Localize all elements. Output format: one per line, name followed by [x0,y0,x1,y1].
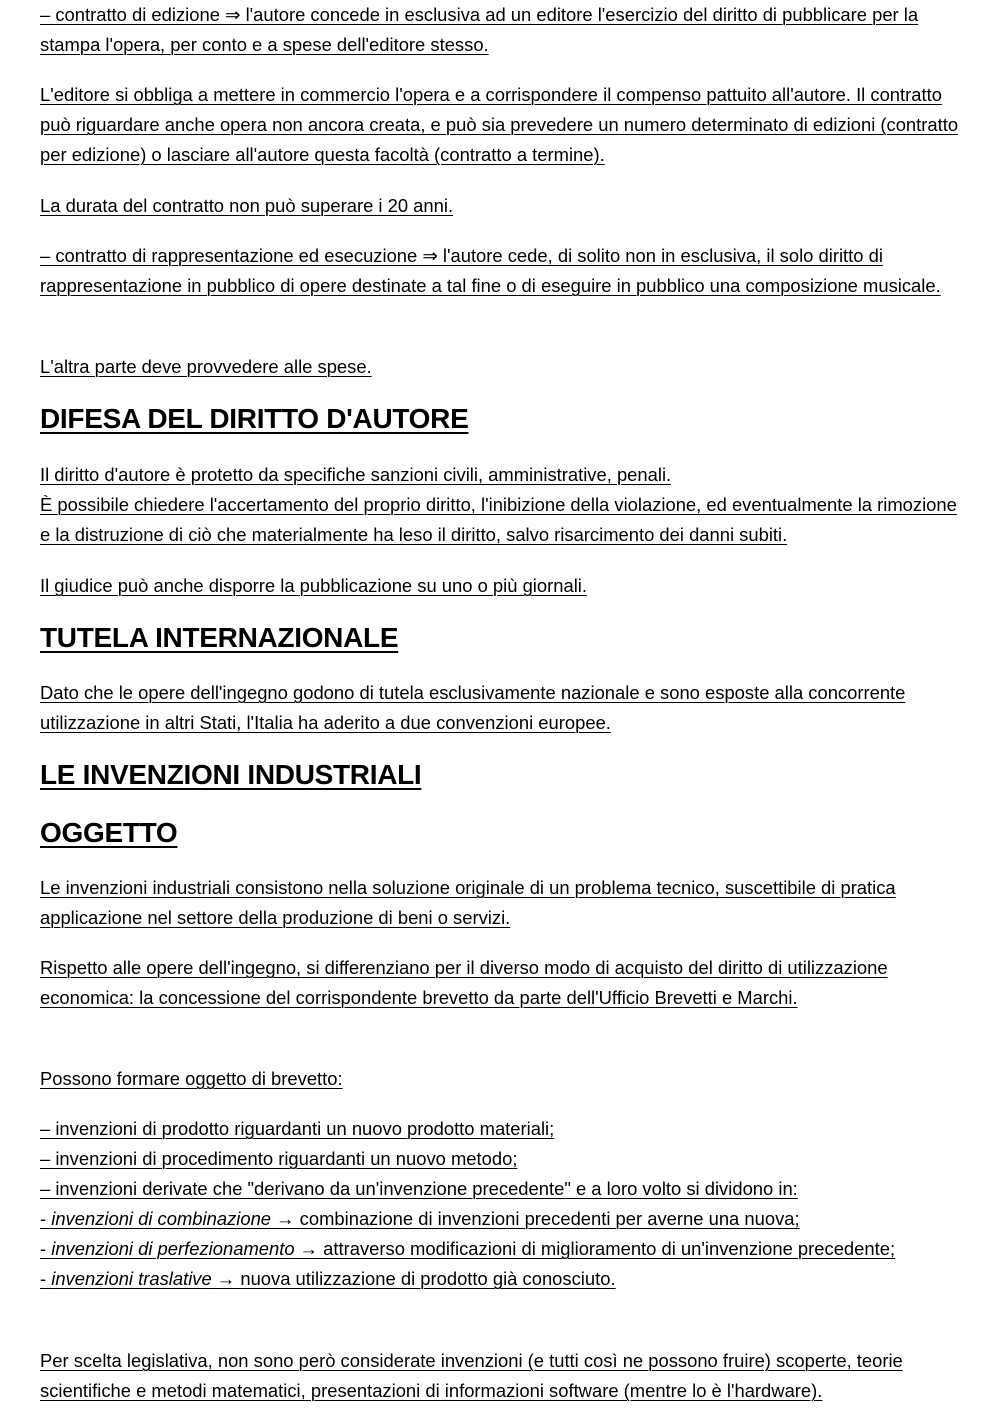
list-item [40,1204,960,1234]
list-item: – invenzioni di procedimento riguardanti un nuovo metodo; [40,1148,518,1169]
list-item [40,1234,960,1264]
paragraph-durata-contratto: La durata del contratto non può superare i 20 anni. [40,195,454,216]
list-item: – invenzioni derivate che "derivano da un'invenzione precedente" e a loro volto si dividono in: [40,1178,798,1199]
list-item-term: invenzioni di perfezionamento [51,1238,295,1259]
heading-invenzioni-industriali: LE INVENZIONI INDUSTRIALI [40,759,422,790]
list-item-prefix: - [40,1238,52,1259]
list-item-term: invenzioni di combinazione [51,1208,272,1229]
heading-tutela-internazionale: TUTELA INTERNAZIONALE [40,622,399,653]
paragraph-accertamento: È possibile chiedere l'accertamento del proprio diritto, l'inibizione della violazione, ed eventualmente la rimozione e la distruzione di ciò che materialmente ha leso il diritto, salvo risarcimento dei danni subiti. [40,494,957,545]
paragraph-giudice: Il giudice può anche disporre la pubblicazione su uno o più giornali. [40,575,587,596]
heading-oggetto: OGGETTO [40,817,178,848]
invention-types-list [40,1114,960,1294]
list-item: – invenzioni di prodotto riguardanti un nuovo prodotto materiali; [40,1118,555,1139]
list-item-text: → combinazione di invenzioni precedenti per averne una nuova; [271,1208,800,1229]
paragraph-obblighi-editore: L'editore si obbliga a mettere in commercio l'opera e a corrispondere il compenso pattuito all'autore. Il contratto può riguardare anche opera non ancora creata, e può sia prevedere un numero determinato di edizioni (contratto per edizione) o lasciare all'autore questa facoltà (contratto a termine). [40,84,959,165]
paragraph-contratto-rappresentazione: – contratto di rappresentazione ed esecuzione ⇒ l'autore cede, di solito non in esclusiva, il solo diritto di rappresentazione in pubblico di opere destinate a tal fine o di eseguire in pubblico una composizione musicale. [40,245,941,296]
list-item-prefix: - [40,1268,52,1289]
paragraph-oggetto-brevetto: Possono formare oggetto di brevetto: [40,1068,343,1089]
paragraph-contratto-edizione: – contratto di edizione ⇒ l'autore concede in esclusiva ad un editore l'esercizio del diritto di pubblicare per la stampa l'opera, per conto e a spese dell'editore stesso. [40,4,919,55]
list-item-prefix: - [40,1208,52,1229]
paragraph-differenze: Rispetto alle opere dell'ingegno, si differenziano per il diverso modo di acquisto del diritto di utilizzazione economica: la concessione del corrispondente brevetto da parte dell'Ufficio Brevetti e Marchi. [40,957,888,1008]
list-item-text: → nuova utilizzazione di prodotto già conosciuto. [211,1268,616,1289]
paragraph-spese: L'altra parte deve provvedere alle spese. [40,356,372,377]
paragraph-definizione-invenzioni: Le invenzioni industriali consistono nella soluzione originale di un problema tecnico, suscettibile di pratica applicazione nel settore della produzione di beni o servizi. [40,877,896,928]
paragraph-convenzioni: Dato che le opere dell'ingegno godono di tutela esclusivamente nazionale e sono esposte alla concorrente utilizzazione in altri Stati, l'Italia ha aderito a due convenzioni europee. [40,682,906,733]
paragraph-esclusioni: Per scelta legislativa, non sono però considerate invenzioni (e tutti così ne possono fruire) scoperte, teorie scientifiche e metodi matematici, presentazioni di informazioni software (mentre lo è l'hardware). [40,1350,903,1401]
list-item [40,1264,960,1294]
heading-difesa-diritto-autore: DIFESA DEL DIRITTO D'AUTORE [40,403,469,434]
list-item-text: → attraverso modificazioni di miglioramento di un'invenzione precedente; [294,1238,896,1259]
paragraph-protezione: Il diritto d'autore è protetto da specifiche sanzioni civili, amministrative, penali. [40,464,672,485]
list-item-term: invenzioni traslative [51,1268,212,1289]
